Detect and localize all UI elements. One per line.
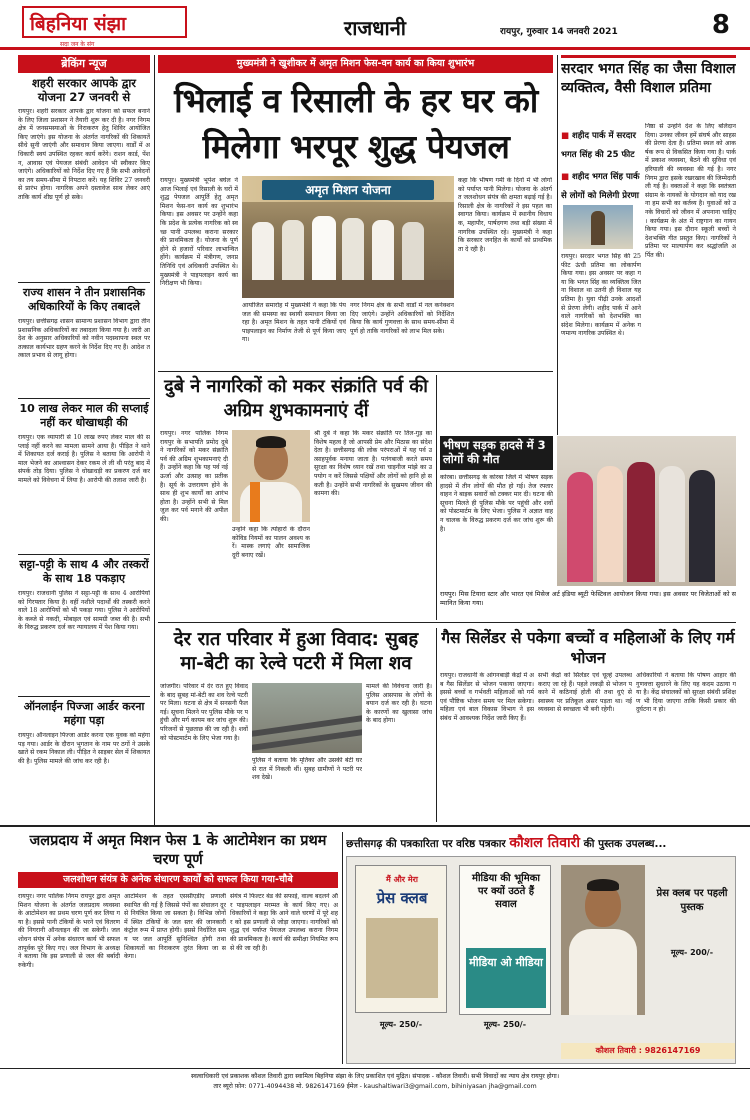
accident-story: कोरबा। छत्तीसगढ़ के कोरबा जिले में भीषण सड़क हादसे में तीन लोगों की मौत हो गई। तेज रफ्तार वाहन ने बाइक सवारों को टक्कर मार दी। घटना की सूचना मिलते ही पुलिस मौके पर पहुंची और शवों को पोस्टमार्टम के लिए भेजा। पुलिस ने अज्ञात वाहन चालक के विरुद्ध प्रकरण दर्ज कर जांच शुरू की है।	[440, 474, 553, 533]
dispute-col-1: जांजगीर। परिवार में देर रात हुए विवाद के बाद सुबह मां-बेटी का शव रेल्वे पटरी पर मिला। घटना से क्षेत्र में सनसनी फैल गई। सूचना मिलने पर पुलिस मौके पर पहुंची और मर्ग कायम कर जांच शुरू की। परिजनों से पूछताछ की जा रही है। शवों को पोस्टमार्टम के लिए भेजा गया है।	[160, 683, 248, 742]
left-headline-5: ऑनलाईन पिज्जा आर्डर करना महंगा पड़ा	[23, 700, 145, 727]
jal-subheadline: जलशोधन संयंत्र के अनेक संधारण कार्यों को सफल किया गया-चौबे	[63, 874, 293, 885]
page-number: 8	[711, 10, 730, 40]
left-story-2: रायपुर। छत्तीसगढ़ शासन सामान्य प्रशासन विभाग द्वारा तीन प्रशासनिक अधिकारियों का तबादला किया गया है। जारी आदेश के अनुसार अधिकारियों को नवीन पदस्थापना स्थल पर तत्काल कार्यभार ग्रहण करने के निर्देश दिए गए हैं। आदेश तत्काल प्रभाव से लागू होगा।	[18, 318, 150, 360]
masthead	[0, 0, 750, 50]
right-story-col-b: निष्ठा से उन्होंने देश के लिए बलिदान दिया। उनका जीवन हमें संघर्ष और साहस की प्रेरणा देता है। प्रतिमा स्थल को आकर्षक रूप से विकसित किया गया है। पार्क में प्रकाश व्यवस्था, बैठने की सुविधा एवं हरियाली की व्यवस्था की गई है। नगर निगम द्वारा इसके रखरखाव की जिम्मेदारी ली गई है। वक्ताओं ने कहा कि स्वतंत्रता संग्राम के नायकों के योगदान को याद रखना हम सभी का कर्तव्य है। युवाओं को उनके विचारों को जीवन में अपनाना चाहिए। कार्यक्रम के अंत में राष्ट्रगान का गायन किया गया। इस दौरान स्कूली बच्चों ने देशभक्ति गीत प्रस्तुत किए। नागरिकों ने प्रतिमा पर माल्यार्पण कर श्रद्धांजलि अर्पित की।	[645, 123, 736, 259]
dube-col-3: श्री दुबे ने कहा कि मकर संक्रांति पर तिल-गुड़ का विशेष महत्व है जो आपसी प्रेम और मिठास का संदेश देता है। छत्तीसगढ़ की लोक परंपराओं में यह पर्व उत्साहपूर्वक मनाया जाता है। पतंगबाजी करते समय सुरक्षा का विशेष ध्यान रखें तथा चाइनीज मांझे का उपयोग न करें जिससे पक्षियों और लोगों को हानि हो सकती है। उन्होंने सभी नागरिकों के सुखमय जीवन की कामना की।	[314, 430, 432, 498]
pageant-photo	[557, 436, 736, 586]
book3-price: मूल्य- 200/-	[670, 948, 714, 957]
book2-text: मीडिया की भूमिका पर क्यों उठते हैं सवाल	[471, 873, 540, 910]
left-story-3: रायपुर। एक व्यापारी से 10 लाख रुपए लेकर माल की सप्लाई नहीं करने का मामला सामने आया है। पीड़ित ने थाने में शिकायत दर्ज कराई है। पुलिस ने बताया कि आरोपी ने माल भेजने का आश्वासन देकर रकम ले ली थी परंतु बाद में संपर्क तोड़ दिया। पुलिस ने धोखाधड़ी का प्रकरण दर्ज कर मामले को विवेचना में लिया है। आरोपी की तलाश जारी है।	[18, 434, 150, 484]
author-photo	[561, 865, 645, 1015]
right-bullet-2: ■ शहीद भगत सिंह पार्क से लोगों को मिलेगी प्रेरणा	[561, 164, 641, 200]
dube-portrait	[232, 430, 310, 522]
dube-col-1: रायपुर। नगर पालिक निगम रायपुर के सभापति प्रमोद दुबे ने नागरिकों को मकर संक्रांति पर्व की अग्रिम शुभकामनाएं दी हैं। उन्होंने कहा कि यह पर्व नई ऊर्जा और उत्साह का प्रतीक है। सूर्य के उत्तरायण होने के साथ ही शुभ कार्यों का आरंभ होता है। उन्होंने सभी से मिलजुल कर पर्व मनाने की अपील की।	[160, 430, 228, 523]
jal-col-3: संयंत्र में फिल्टर बेड की सफाई, वाल्व बदलने और पाइपलाइन मरम्मत के कार्य किए गए। अधिकारियों ने कहा कि आने वाले चरणों में पूरे शहर को इस प्रणाली से जोड़ा जाएगा। नागरिकों को शुद्ध एवं पर्याप्त पेयजल उपलब्ध कराना निगम की प्राथमिकता है। कार्य की समीक्षा नियमित रूप से की जा रही है।	[230, 893, 338, 952]
jal-col-2: आटोमेशन के तहत एससीएडीए प्रणाली स्थापित की गई है जिससे पंपों का संचालन दूर से नियंत्रित किया जा सकता है। विभिन्न जोनों में स्थित टंकियों के जल स्तर की जानकारी कंट्रोल रूम में प्राप्त होगी। इससे निर्धारित समय पर जल आपूर्ति सुनिश्चित होगी तथा शिकायतों का निराकरण तुरंत किया जा सकेगा।	[124, 893, 226, 961]
lead-headline: भिलाई व रिसाली के हर घर को मिलेगा भरपूर शुद्ध पेयजल	[174, 81, 538, 166]
dispute-headline: देर रात परिवार में हुआ विवाद: सुबह मा-बेटी का रेल्वे पटरी में मिला शव	[173, 629, 419, 674]
book1-price: मूल्य- 250/-	[379, 1020, 423, 1029]
right-headline-bar	[561, 55, 736, 119]
book-author: कौशल तिवारी	[509, 835, 581, 851]
dispute-col-3: मामले की विवेचना जारी है। पुलिस आसपास के लोगों के बयान दर्ज कर रही है। घटना के कारणों का खुलासा जांच के बाद होगा।	[366, 683, 432, 725]
lead-col-1: रायपुर। मुख्यमंत्री भूपेश बघेल ने आज भिलाई एवं रिसाली के घरों में शुद्ध पेयजल आपूर्ति हेतु अमृत मिशन फेस-वन कार्य का शुभारंभ किया। इस अवसर पर उन्होंने कहा कि प्रदेश के प्रत्येक नागरिक को स्वच्छ पानी उपलब्ध कराना सरकार की प्राथमिकता है। योजना के पूर्ण होने से हजारों परिवार लाभान्वित होंगे। कार्यक्रम में मंत्रीगण, जनप्रतिनिधि एवं अधिकारी उपस्थित थे। मुख्यमंत्री ने पाइपलाइन कार्य का निरीक्षण भी किया।	[160, 177, 238, 288]
lead-col-2: आयोजित समारोह में मुख्यमंत्री ने कहा कि पेयजल की समस्या का स्थायी समाधान किया जा रहा है। अमृत मिशन के तहत पानी टंकियों एवं पाइपलाइन का निर्माण तेजी से पूर्ण किया जाएगा।	[242, 302, 346, 344]
gas-col-1: रायपुर। राजधानी के आंगनबाड़ी केंद्रों में अब गैस सिलेंडर से भोजन पकाया जाएगा। इससे बच्चों व गर्भवती महिलाओं को गर्म एवं पौष्टिक भोजन समय पर मिल सकेगा। महिला एवं बाल विकास विभाग ने इस संबंध में आवश्यक निर्देश जारी किए हैं।	[440, 672, 534, 722]
book-tail: की पुस्तक उपलब्ध...	[583, 838, 667, 850]
accident-headline: भीषण सड़क हादसे में 3 लोगों की मौत	[440, 436, 553, 470]
book-cover-1	[355, 865, 447, 1013]
section-title: राजधानी	[344, 16, 406, 40]
jal-headline: जलप्रदाय में अमृत मिशन फेस 1 के आटोमेशन का प्रथम चरण पूर्ण	[29, 833, 327, 868]
logo-tagline: सदा जन के संग	[60, 41, 95, 48]
book3-title: प्रेस क्लब पर पहली पुस्तक	[656, 888, 728, 913]
book1-top: मैं और मेरा	[386, 875, 418, 884]
railway-photo	[252, 683, 362, 753]
footer-line-1: स्वत्वाधिकारी एवं प्रकाशक कौशल तिवारी द्वारा स्वामित्व बिहनिया संझा के लिए प्रकाशित एवं मुद्रित। संपादक - कौशल तिवारी। सभी विवादों का न्याय क्षेत्र रायपुर होगा।	[190, 1073, 560, 1080]
left-story-1: रायपुर। शहरी सरकार आपके द्वार योजना को सफल बनाने के लिए जिला प्रशासन ने तैयारी शुरू कर दी है। नगर निगम क्षेत्र में जनसमस्याओं के निराकरण हेतु शिविर आयोजित किए जाएंगे। इस योजना के अंतर्गत नागरिकों की शिकायतें सीधे सुनी जाएंगी और समाधान किया जाएगा। वार्डों में अधिकारी स्वयं उपस्थित रहकर कार्य करेंगे। राशन कार्ड, पेंशन, आवास एवं पेयजल संबंधी आवेदन भी स्वीकार किए जाएंगे। अधिकारियों को निर्देश दिए गए हैं कि सभी आवेदनों का तय समय-सीमा में निपटारा करें। यह शिविर 27 जनवरी से प्रारंभ होगा। नागरिक अपने दस्तावेज साथ लेकर आएं ताकि कार्य शीघ्र पूर्ण हो सके।	[18, 108, 150, 201]
issue-date: रायपुर, गुरुवार 14 जनवरी 2021	[500, 27, 618, 37]
book1-title: प्रेस क्लब	[376, 889, 428, 907]
gas-col-3: अधिकारियों ने बताया कि पोषण आहार की गुणवत्ता सुधारने के लिए यह कदम उठाया गया है। केंद्र संचालकों को सुरक्षा संबंधी प्रशिक्षण भी दिया जाएगा ताकि किसी प्रकार की दुर्घटना न हो।	[636, 672, 736, 714]
logo-text: बिहनिया संझा	[30, 13, 127, 35]
left-headline-1: शहरी सरकार आपके द्वार योजना 27 जनवरी से	[31, 76, 137, 104]
lead-photo	[242, 176, 454, 298]
book2-price: मूल्य- 250/-	[483, 1020, 527, 1029]
gas-headline: गैस सिलेंडर से पकेगा बच्चों व महिलाओं के लिए गर्म भोजन	[441, 629, 735, 667]
footer-line-2: तार ब्यूरो फ़ोन: 0771-4094438 मो. 9826147169 ईमेल - kaushaltiwari3@gmail.com, bihiniyasan jha@gmail.com	[213, 1082, 537, 1090]
gas-col-2: सभी केंद्रों को सिलेंडर एवं चूल्हे उपलब्ध कराए जा रहे हैं। पहले लकड़ी से भोजन पकाने में कठिनाई होती थी तथा धुएं से स्वास्थ्य पर प्रतिकूल असर पड़ता था। नई व्यवस्था से स्वच्छता भी बनी रहेगी।	[538, 672, 632, 714]
book-cover-2	[459, 865, 551, 1015]
lead-col-4: कहा कि भीषण गर्मी के दिनों में भी लोगों को पर्याप्त पानी मिलेगा। योजना के अंतर्गत जलशोधन संयंत्र की क्षमता बढ़ाई गई है। रिसाली क्षेत्र के नागरिकों ने इस पहल का स्वागत किया। कार्यक्रम में स्थानीय विधायक, महापौर, पार्षदगण तथा बड़ी संख्या में नागरिक उपस्थित रहे। मुख्यमंत्री ने कहा कि सरकार जनहित के कार्यों को प्राथमिकता दे रही है।	[458, 177, 552, 253]
left-story-5: रायपुर। ऑनलाइन पिज्जा आर्डर करना एक युवक को महंगा पड़ गया। आर्डर के दौरान भुगतान के नाम पर ठगों ने उसके खाते से रकम निकाल ली। पीड़ित ने साइबर सेल में शिकायत की है। पुलिस मामले की जांच कर रही है।	[18, 732, 150, 765]
breaking-news-badge	[18, 55, 150, 73]
book-ad	[346, 830, 736, 1064]
lead-col-3: नगर निगम क्षेत्र के सभी वार्डों में नल कनेक्शन दिए जाएंगे। उन्होंने अधिकारियों को निर्देशित किया कि कार्य गुणवत्ता के साथ समय-सीमा में पूर्ण हो ताकि नागरिकों को लाभ मिल सके।	[350, 302, 454, 335]
left-headline-3: 10 लाख लेकर माल की सप्लाई नहीं कर धोखाधड़ी की	[19, 402, 149, 429]
left-story-4: रायपुर। राजधानी पुलिस ने सट्टा-पट्टी के साथ 4 आरोपियों को गिरफ्तार किया है। वहीं नशीले पदार्थों की तस्करी करने वाले 18 आरोपियों को भी पकड़ा गया। पुलिस ने आरोपियों के कब्जे से नकदी, मोबाइल एवं सामग्री जब्त की है। सभी के विरुद्ध प्रकरण दर्ज कर न्यायालय में पेश किया गया।	[18, 590, 150, 632]
jal-col-1: रायपुर। नगर पालिक निगम रायपुर द्वारा अमृत मिशन योजना के अंतर्गत जलप्रदाय व्यवस्था के आटोमेशन का प्रथम चरण पूर्ण कर लिया गया है। इससे पानी टंकियों के भरने एवं वितरण की निगरानी ऑनलाइन की जा सकेगी। जलशोधन संयंत्र में अनेक संधारण कार्य भी सफलतापूर्वक पूरे किए गए। जल विभाग के अध्यक्ष ने बताया कि इस प्रणाली से जल की बर्बादी रुकेगी।	[18, 893, 120, 969]
bhagat-singh-photo	[563, 205, 633, 249]
book-ad-panel	[346, 856, 736, 1064]
dube-headline: दुबे ने नागरिकों को मकर संक्रांति पर्व की अग्रिम शुभकामनाएं दीं	[164, 376, 428, 421]
lead-kicker: मुख्यमंत्री ने खुशीकर में अमृत मिशन फेस-वन कार्य का किया शुभारंभ	[236, 58, 475, 69]
dispute-col-2: पुलिस ने बताया कि मृतिका और उसकी बेटी घर से रात में निकली थीं। सुबह ग्रामीणों ने पटरी पर शव देखे।	[252, 757, 362, 782]
footer	[12, 1072, 738, 1116]
book2-cover-title: मीडिया ओ मीडिया	[466, 948, 546, 1008]
left-headline-2: राज्य शासन ने तीन प्रशासनिक अधिकारियों के किए तबादले	[23, 286, 145, 313]
left-headline-4: सट्टा-पट्टी के साथ 4 और तस्करों के साथ 18 पकड़ाए	[19, 558, 149, 585]
breaking-label: ब्रेकिंग न्यूज	[61, 57, 107, 70]
dube-col-2: उन्होंने कहा कि त्योहारों के दौरान कोविड नियमों का पालन अवश्य करें। मास्क लगाएं और सामाजिक दूरी बनाए रखें।	[232, 526, 310, 559]
book-headline: छत्तीसगढ़ की पत्रकारिता पर वरिष्ठ पत्रकार	[346, 838, 506, 850]
lead-kicker-bar	[158, 55, 553, 73]
pageant-caption: रायपुर। मिस टियारा स्टार और भारत एवं मिसेज अर्ट इंडिया ब्यूटी फेस्टिवल आयोजन किया गया। इस अवसर पर विजेताओं को सम्मानित किया गया।	[440, 590, 736, 607]
right-bullet-1: ■ शहीद पार्क में सरदार भगत सिंह की 25 फीट	[561, 123, 641, 159]
logo	[22, 6, 187, 38]
jal-subheadline-bar	[18, 872, 338, 888]
right-story-col-a: रायपुर। सरदार भगत सिंह की 25 फीट ऊंची प्रतिमा का लोकार्पण किया गया। इस अवसर पर कहा गया कि भगत सिंह का व्यक्तित्व जितना विशाल था उतनी ही विशाल यह प्रतिमा है। युवा पीढ़ी उनके आदर्शों से प्रेरणा लेगी। शहीद पार्क में आने वाले नागरिकों को देशभक्ति का संदेश मिलेगा। कार्यक्रम में अनेक गणमान्य नागरिक उपस्थित थे।	[561, 253, 641, 338]
lead-photo-banner: अमृत मिशन योजना	[262, 180, 434, 200]
book-contact-bar: कौशल तिवारी : 9826147169	[561, 1043, 735, 1059]
right-headline: सरदार भगत सिंह का जैसा विशाल व्यक्तित्व, वैसी विशाल प्रतिमा	[561, 61, 736, 96]
